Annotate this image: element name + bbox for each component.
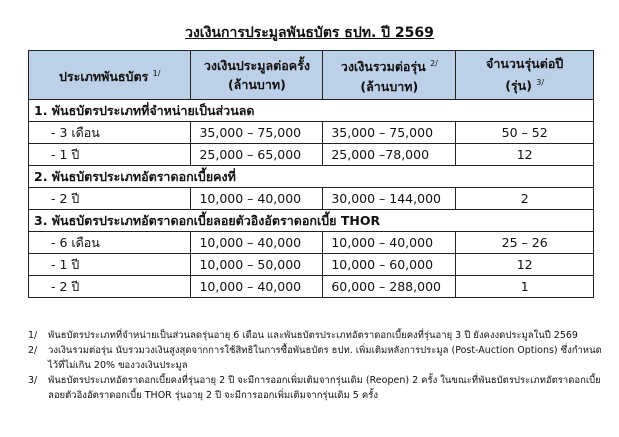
count-cell: 12 bbox=[456, 254, 594, 276]
count-cell: 1 bbox=[456, 276, 594, 298]
table-row bbox=[29, 232, 594, 254]
term-cell: - 1 ปี bbox=[29, 254, 191, 276]
bond-auction-table bbox=[28, 50, 594, 298]
count-cell: 25 – 26 bbox=[456, 232, 594, 254]
page-title: วงเงินการประมูลพันธบัตร ธปท. ปี 2569 bbox=[185, 25, 434, 41]
footnotes bbox=[28, 328, 608, 403]
count-cell: 12 bbox=[456, 144, 594, 166]
term-cell: - 2 ปี bbox=[29, 188, 191, 210]
section-title: 3. พันธบัตรประเภทอัตราดอกเบี้ยลอยตัวอิงอัตราดอกเบี้ย THOR bbox=[29, 210, 594, 232]
section-row-fixed bbox=[29, 166, 594, 188]
footnote-mark: 3/ bbox=[28, 375, 38, 386]
total-cell: 10,000 – 60,000 bbox=[323, 254, 456, 276]
table-row bbox=[29, 276, 594, 298]
table-header-row bbox=[29, 51, 594, 100]
table-row bbox=[29, 188, 594, 210]
table-row bbox=[29, 144, 594, 166]
term-cell: - 2 ปี bbox=[29, 276, 191, 298]
count-cell: 2 bbox=[456, 188, 594, 210]
footnote-text: พันธบัตรประเภทอัตราดอกเบี้ยคงที่รุ่นอายุ 2 ปี จะมีการออกเพิ่มเติมจากรุ่นเดิม (Reopen) 2 ครั้ง ในขณะที่พันธบัตรประเภทอัตราดอกเบี้ยลอยตัวอิงอัตราดอกเบี้ย THOR รุ่นอายุ 2 ปี จะมีการออกเพิ่มเติมจากรุ่นเดิม 5 ครั้ง bbox=[48, 375, 601, 401]
footnote-mark: 2/ bbox=[28, 345, 38, 356]
section-title: 2. พันธบัตรประเภทอัตราดอกเบี้ยคงที่ bbox=[29, 166, 594, 188]
header-issues-per-year: จำนวนรุ่นต่อปี (รุ่น) $^{3/}$ bbox=[456, 51, 594, 100]
total-cell: 60,000 – 288,000 bbox=[323, 276, 456, 298]
footnote-text: วงเงินรวมต่อรุ่น นับรวมวงเงินสูงสุดจากการใช้สิทธิในการซื้อพันธบัตร ธปท. เพิ่มเติมหลังการประมูล (Post-Auction Options) ซึ่งกำหนดไว้ที่ไม่เกิน 20% ของวงเงินประมูล bbox=[48, 345, 602, 371]
table-row bbox=[29, 254, 594, 276]
term-cell: - 1 ปี bbox=[29, 144, 191, 166]
term-cell: - 3 เดือน bbox=[29, 122, 191, 144]
total-cell: 35,000 – 75,000 bbox=[323, 122, 456, 144]
per-auction-cell: 10,000 – 40,000 bbox=[191, 276, 323, 298]
count-cell: 50 – 52 bbox=[456, 122, 594, 144]
per-auction-cell: 10,000 – 50,000 bbox=[191, 254, 323, 276]
header-bond-type: ประเภทพันธบัตร $^{1/}$ bbox=[29, 51, 191, 100]
per-auction-cell: 35,000 – 75,000 bbox=[191, 122, 323, 144]
footnote-1 bbox=[28, 328, 608, 343]
total-cell: 25,000 –78,000 bbox=[323, 144, 456, 166]
per-auction-cell: 10,000 – 40,000 bbox=[191, 188, 323, 210]
per-auction-cell: 25,000 – 65,000 bbox=[191, 144, 323, 166]
term-cell: - 6 เดือน bbox=[29, 232, 191, 254]
section-row-floating bbox=[29, 210, 594, 232]
total-cell: 30,000 – 144,000 bbox=[323, 188, 456, 210]
per-auction-cell: 10,000 – 40,000 bbox=[191, 232, 323, 254]
footnote-mark: 1/ bbox=[28, 330, 38, 341]
total-cell: 10,000 – 40,000 bbox=[323, 232, 456, 254]
section-row-discount bbox=[29, 100, 594, 122]
header-total-per-issue: วงเงินรวมต่อรุ่น $^{2/}$ (ล้านบาท) bbox=[323, 51, 456, 100]
table-row bbox=[29, 122, 594, 144]
footnote-3 bbox=[28, 373, 608, 403]
header-per-auction: วงเงินประมูลต่อครั้ง (ล้านบาท) bbox=[191, 51, 323, 100]
footnote-text: พันธบัตรประเภทที่จำหน่ายเป็นส่วนลดรุ่นอายุ 6 เดือน และพันธบัตรประเภทอัตราดอกเบี้ยคงที่รุ่นอายุ 3 ปี ยังคงงดประมูลในปี 2569 bbox=[48, 330, 578, 341]
footnote-2 bbox=[28, 343, 608, 373]
section-title: 1. พันธบัตรประเภทที่จำหน่ายเป็นส่วนลด bbox=[29, 100, 594, 122]
